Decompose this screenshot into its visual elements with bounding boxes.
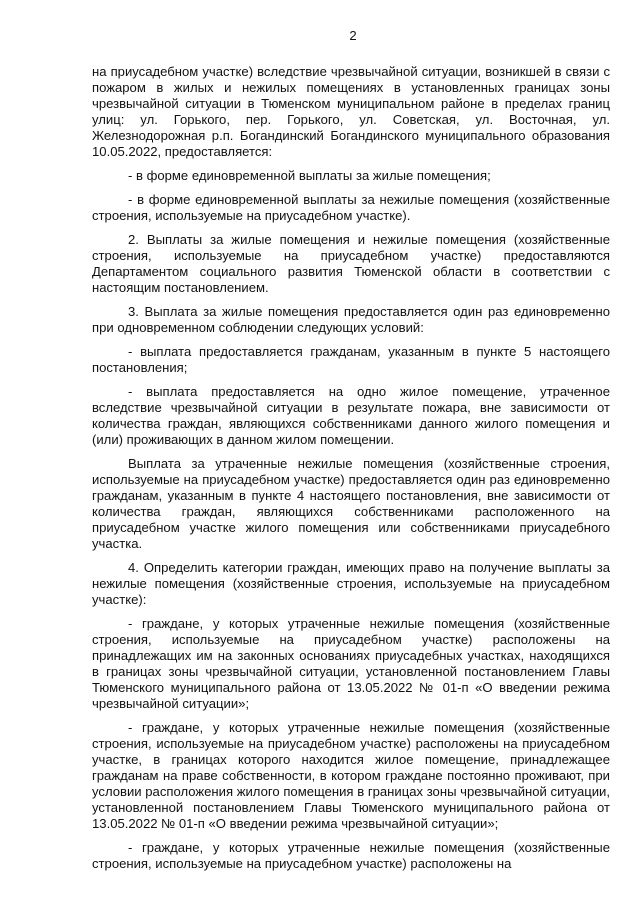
- paragraph-clause-3: 3. Выплата за жилые помещения предоставляется один раз единовременно при одновременном соблюдении следующих условий:: [92, 304, 610, 335]
- list-item-category-2: - граждане, у которых утраченные нежилые помещения (хозяйственные строения, используемые на приусадебном участке) расположены на приусадебном участке, в границах которого находится жилое помещение, принадлежащее гражданам на праве собственности, в котором граждане постоянно проживают, при условии расположения жилого помещения в границах зоны чрезвычайной ситуации, установленной постановлением Главы Тюменского муниципального района от 13.05.2022 № 01-п «О введении режима чрезвычайной ситуации»;: [92, 720, 610, 831]
- list-item-condition-2: - выплата предоставляется на одно жилое помещение, утраченное вследствие чрезвычайной ситуации в результате пожара, вне зависимости от количества граждан, являющихся собственниками данного жилого помещения и (или) проживающих в данном жилом помещении.: [92, 384, 610, 447]
- paragraph-clause-4: 4. Определить категории граждан, имеющих право на получение выплаты за нежилые помещения (хозяйственные строения, используемые на приусадебном участке):: [92, 560, 610, 607]
- list-item-condition-1: - выплата предоставляется гражданам, указанным в пункте 5 настоящего постановления;: [92, 344, 610, 375]
- document-page: [92, 28, 610, 880]
- paragraph-clause-2: 2. Выплаты за жилые помещения и нежилые помещения (хозяйственные строения, используемые на приусадебном участке) предоставляются Департаментом социального развития Тюменской области в соответствии с настоящим постановлением.: [92, 232, 610, 295]
- paragraph-nonresidential-payment: Выплата за утраченные нежилые помещения (хозяйственные строения, используемые на приусадебном участке) предоставляется один раз единовременно гражданам, указанным в пункте 4 настоящего постановления, вне зависимости от количества граждан, являющихся собственниками расположенного на приусадебном участке жилого помещения или собственниками приусадебного участка.: [92, 456, 610, 551]
- list-item-nonresidential-payment: - в форме единовременной выплаты за нежилые помещения (хозяйственные строения, используемые на приусадебном участке).: [92, 192, 610, 223]
- list-item-residential-payment: - в форме единовременной выплаты за жилые помещения;: [128, 168, 491, 183]
- list-item-category-3: - граждане, у которых утраченные нежилые помещения (хозяйственные строения, используемые на приусадебном участке) расположены на: [92, 840, 610, 871]
- page-number: 2: [349, 28, 357, 43]
- paragraph-intro-continuation: на приусадебном участке) вследствие чрезвычайной ситуации, возникшей в связи с пожаром в жилых и нежилых помещениях в установленных границах зоны чрезвычайной ситуации в Тюменском муниципальном районе в пределах границ улиц: ул. Горького, пер. Горького, ул. Советская, ул. Восточная, ул. Железнодорожная р.п. Богандинский Богандинского муниципального образования 10.05.2022, предоставляется:: [92, 64, 610, 159]
- list-item-category-1: - граждане, у которых утраченные нежилые помещения (хозяйственные строения, используемые на приусадебном участке) расположены на принадлежащих им на законных основаниях приусадебных участках, находящихся в границах зоны чрезвычайной ситуации, установленной постановлением Главы Тюменского муниципального района от 13.05.2022 № 01-п «О введении режима чрезвычайной ситуации»;: [92, 616, 610, 711]
